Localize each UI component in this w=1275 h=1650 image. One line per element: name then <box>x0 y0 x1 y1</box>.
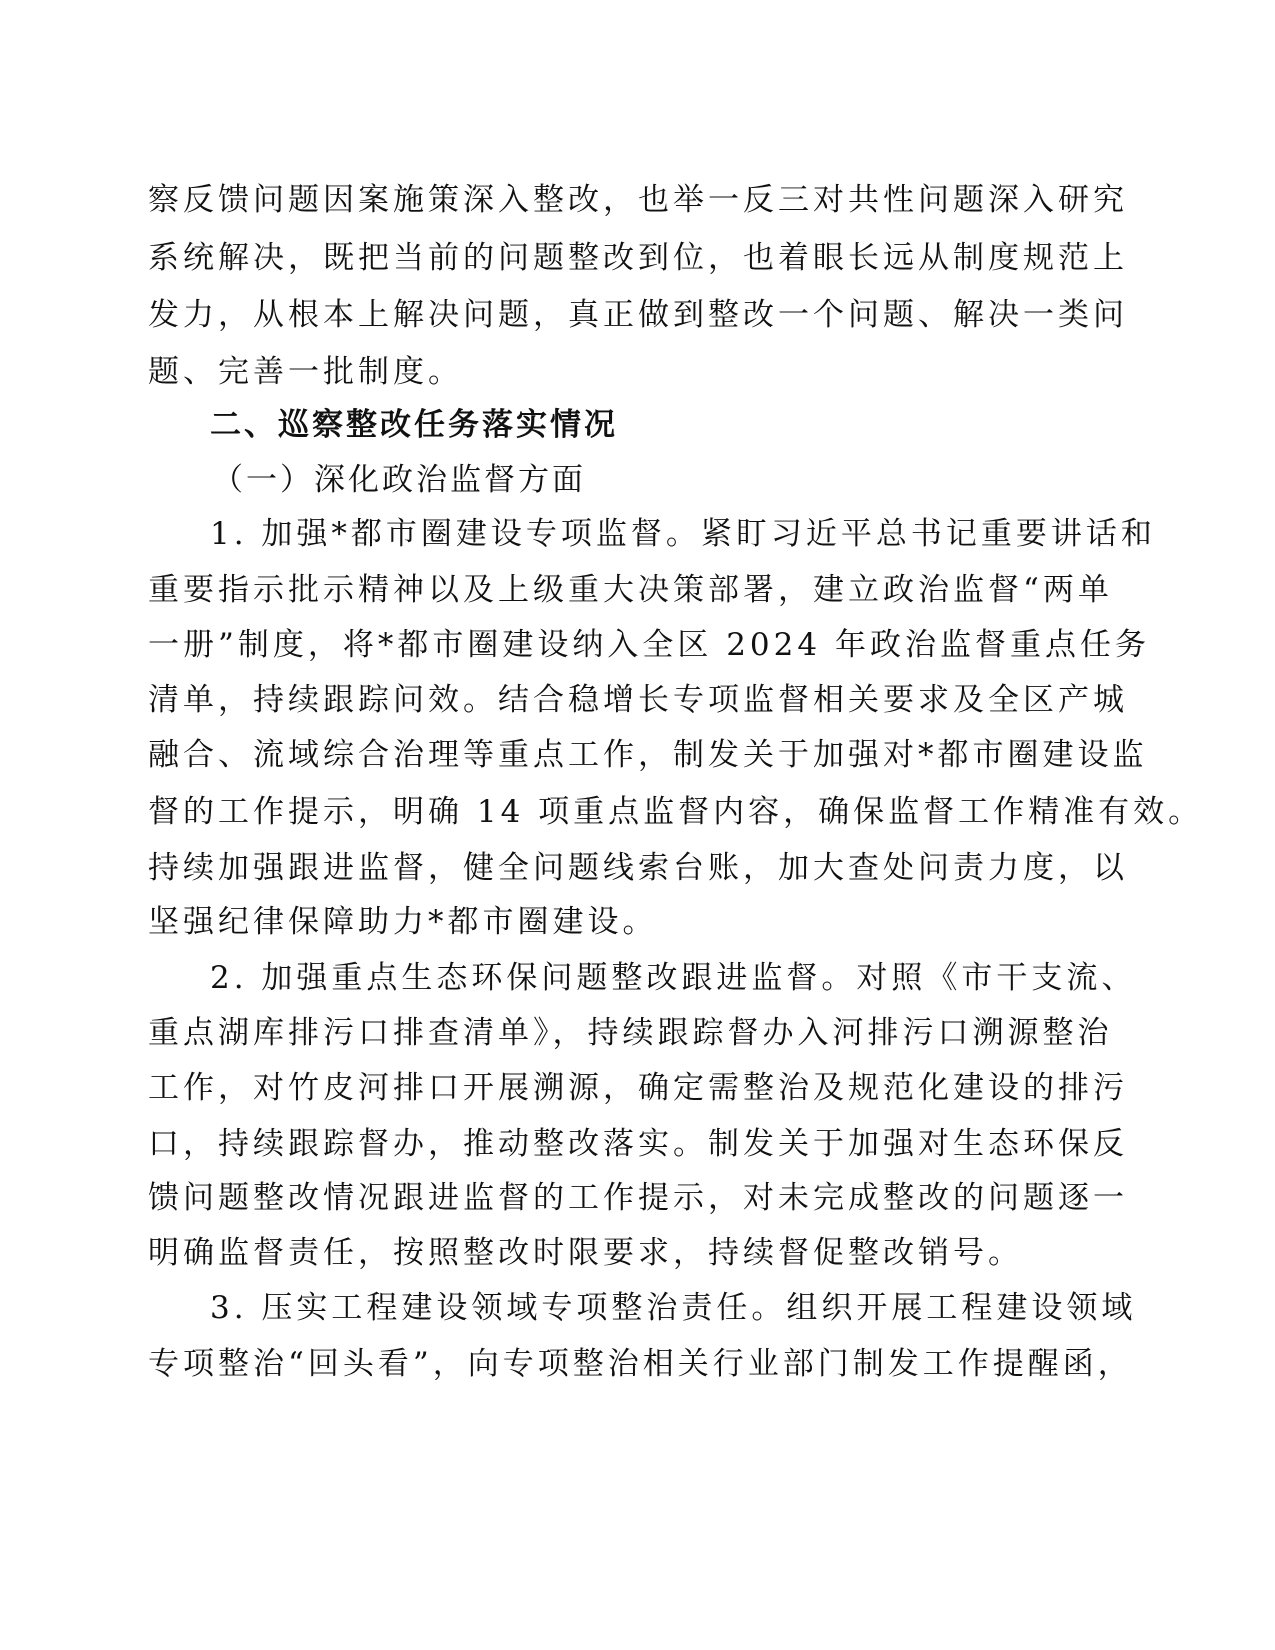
section-heading: 二、巡察整改任务落实情况 <box>210 407 618 443</box>
paragraph-line: 3. 压实工程建设领域专项整治责任。组织开展工程建设领域 <box>210 1290 1137 1326</box>
paragraph-line: 一册”制度，将*都市圈建设纳入全区 2024 年政治监督重点任务 <box>148 627 1150 663</box>
paragraph-line: 题、完善一批制度。 <box>148 354 463 390</box>
paragraph-line: 重点湖库排污口排查清单》，持续跟踪督办入河排污口溯源整治 <box>148 1015 1113 1051</box>
paragraph-line: 督的工作提示，明确 14 项重点监督内容，确保监督工作精准有效。 <box>148 794 1204 830</box>
paragraph-line: 系统解决，既把当前的问题整改到位，也着眼长远从制度规范上 <box>148 240 1128 276</box>
paragraph-line: 1. 加强*都市圈建设专项监督。紧盯习近平总书记重要讲话和 <box>210 516 1156 552</box>
paragraph-line: 工作，对竹皮河排口开展溯源，确定需整治及规范化建设的排污 <box>148 1070 1128 1106</box>
paragraph-line: 口，持续跟踪督办，推动整改落实。制发关于加强对生态环保反 <box>148 1126 1128 1162</box>
paragraph-line: 明确监督责任，按照整改时限要求，持续督促整改销号。 <box>148 1235 1023 1271</box>
paragraph-line: 专项整治“回头看”，向专项整治相关行业部门制发工作提醒函， <box>148 1346 1133 1382</box>
paragraph-line: 坚强纪律保障助力*都市圈建设。 <box>148 904 658 940</box>
paragraph-line: 清单，持续跟踪问效。结合稳增长专项监督相关要求及全区产城 <box>148 682 1128 718</box>
paragraph-line: 融合、流域综合治理等重点工作，制发关于加强对*都市圈建设监 <box>148 737 1148 773</box>
paragraph-line: 察反馈问题因案施策深入整改，也举一反三对共性问题深入研究 <box>148 182 1128 218</box>
subsection-heading: （一）深化政治监督方面 <box>212 462 586 498</box>
paragraph-line: 发力，从根本上解决问题，真正做到整改一个问题、解决一类问 <box>148 297 1128 333</box>
paragraph-line: 馈问题整改情况跟进监督的工作提示，对未完成整改的问题逐一 <box>148 1180 1128 1216</box>
paragraph-line: 2. 加强重点生态环保问题整改跟进监督。对照《市干支流、 <box>210 960 1137 996</box>
paragraph-line: 持续加强跟进监督，健全问题线索台账，加大查处问责力度，以 <box>148 850 1128 886</box>
paragraph-line: 重要指示批示精神以及上级重大决策部署，建立政治监督“两单 <box>148 572 1113 608</box>
